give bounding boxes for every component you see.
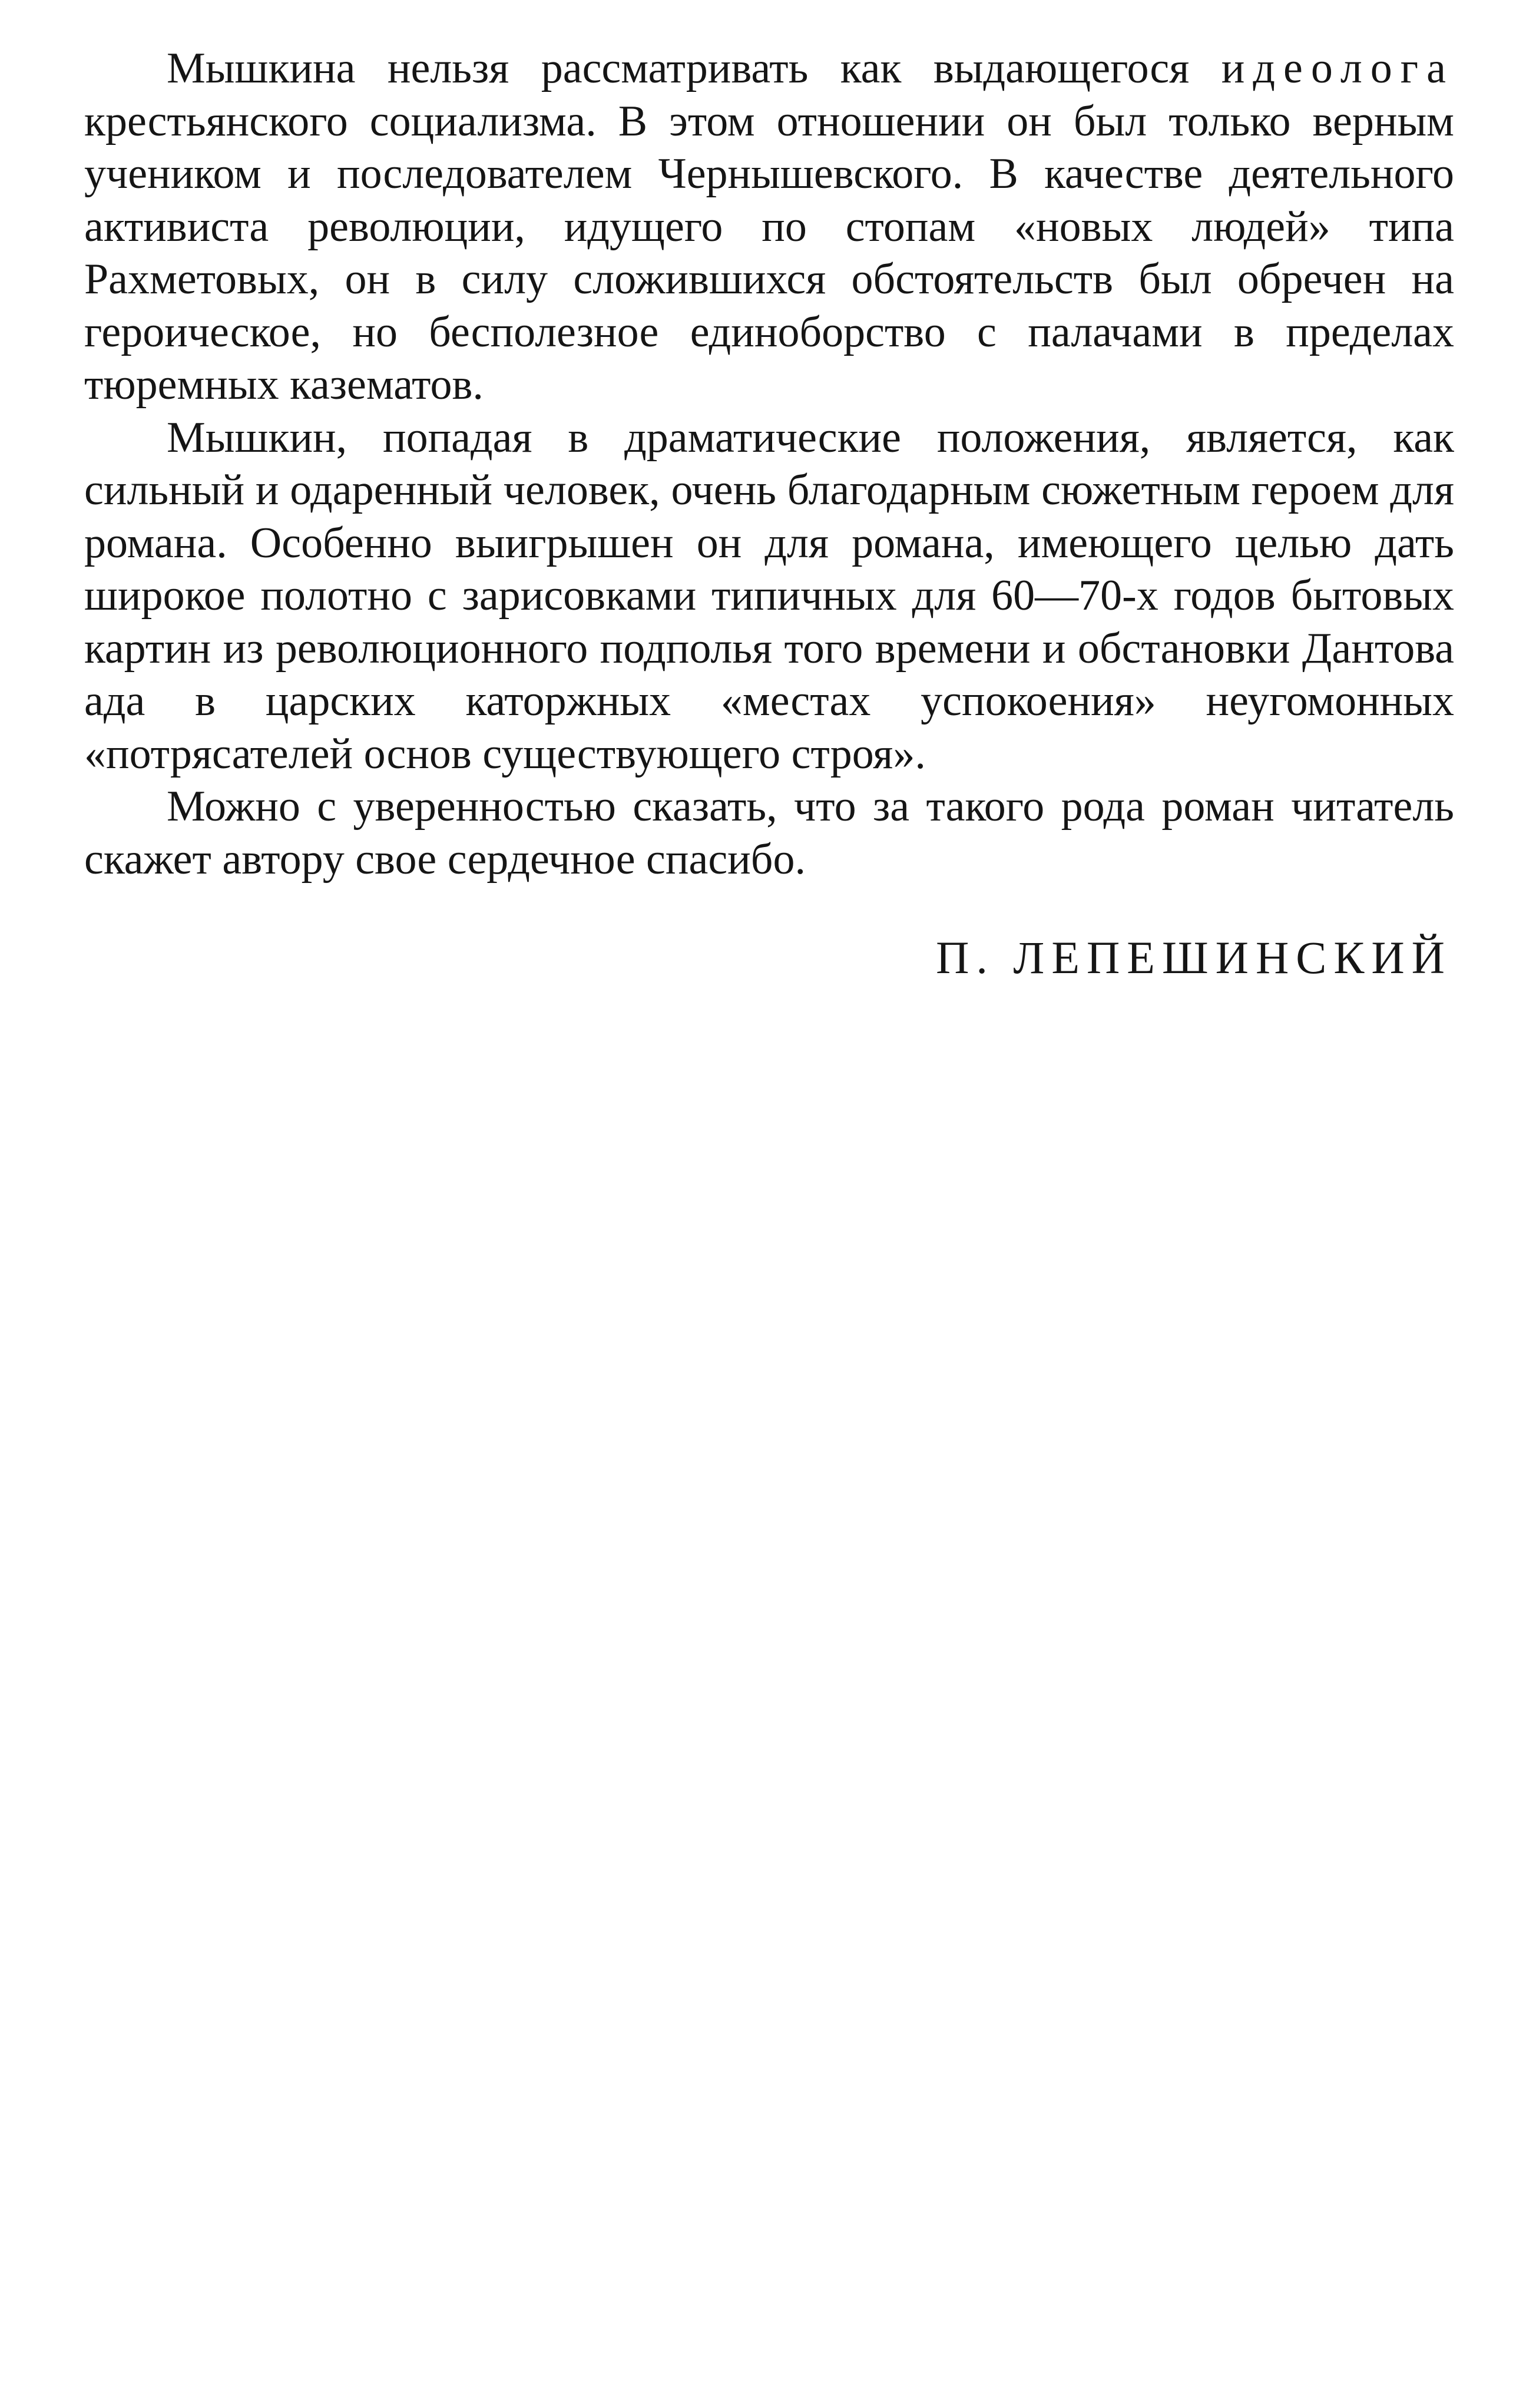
author-signature: П. ЛЕПЕШИНСКИЙ (936, 932, 1452, 983)
body-text (84, 42, 1454, 886)
paragraph-3: Можно с уверенностью сказать, что за такого рода роман читатель скажет автору свое сердечное спасибо. (84, 782, 1454, 884)
paragraph-1-start: Мышкина нельзя рассматривать как выдающегося (167, 44, 1221, 92)
paragraph-1-end: крестьянского социализма. В этом отношении он был только верным учеником и последователем Чернышевского. В качестве деятельного активиста революции, идущего по стопам «новых людей» типа Рахметовых, он в силу сложившихся обстоятельств был обречен на героическое, но бесполезное единоборство с палачами в пределах тюремных казематов. (84, 97, 1454, 409)
paragraph-2: Мышкин, попадая в драматические положения, является, как сильный и одаренный человек, очень благодарным сюжетным героем для романа. Особенно выигрышен он для романа, имеющего целью дать широкое полотно с зарисовками типичных для 60—70-х годов бытовых картин из революционного подполья того времени и обстановки Дантова ада в царских каторжных «местах успокоения» неугомонных «потрясателей основ существующего строя». (84, 413, 1454, 778)
paragraph-1-emphasis: идеолога (1221, 44, 1454, 92)
paragraph-1 (84, 42, 1454, 412)
